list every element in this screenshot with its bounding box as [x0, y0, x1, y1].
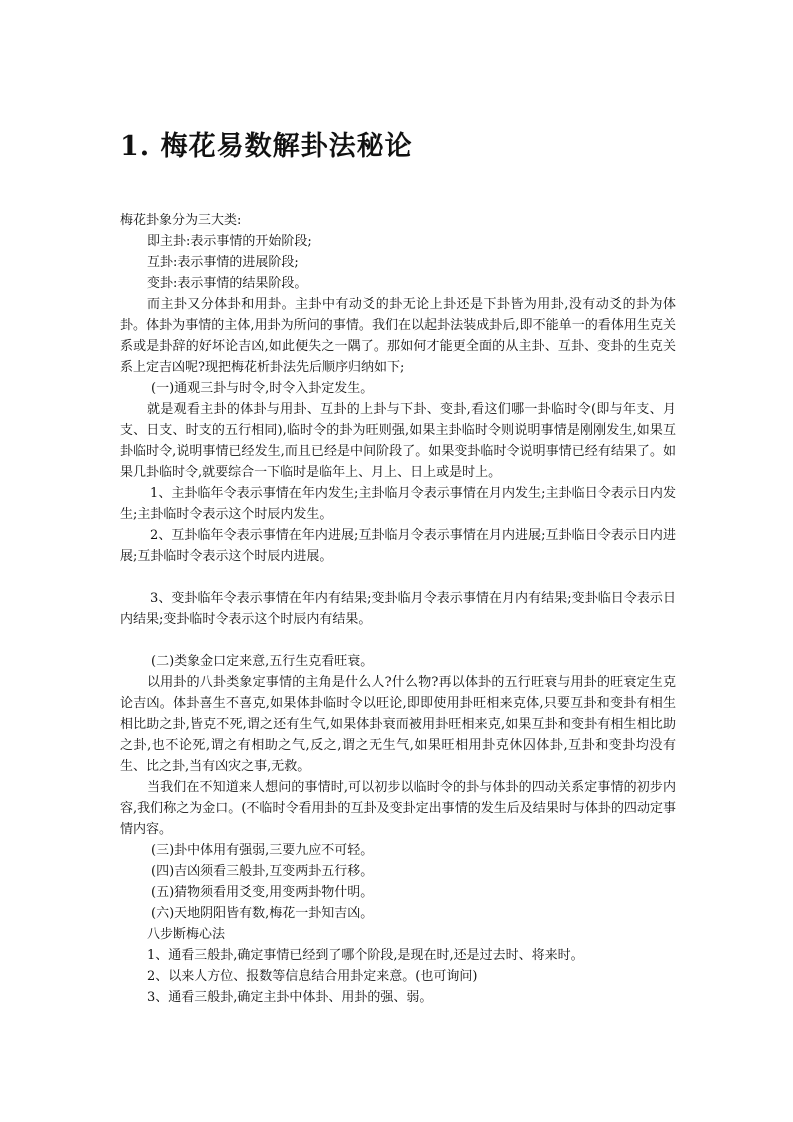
spacer	[120, 630, 676, 651]
section-heading: 1. 梅花易数解卦法秘论	[120, 131, 413, 162]
section-heading-4: (四)吉凶须看三般卦,互变两卦五行移。	[151, 864, 374, 879]
changed-hexagram-line: 变卦:表示事情的结果阶段。	[147, 276, 308, 291]
body-paragraph: 当我们在不知道来人想问的事情时,可以初步以临时令的卦与体卦的四动关系定事情的初步内容,我们称之为金口。(不临时令看用卦的互卦及变卦定出事情的发生后及结果时与体卦的四动定事情内容。	[120, 780, 676, 837]
spacer	[120, 567, 676, 588]
section-heading-5: (五)猜物须看用爻变,用变两卦物什明。	[151, 885, 374, 900]
main-hexagram-line: 即主卦:表示事情的开始阶段;	[147, 234, 312, 249]
subsection-title: 八步断梅心法	[147, 927, 226, 942]
intro-line: 梅花卦象分为三大类:	[120, 213, 242, 228]
section-heading-1: (一)通观三卦与时令,时令入卦定发生。	[151, 381, 374, 396]
numbered-item-2: 2、互卦临年令表示事情在年内进展;互卦临月令表示事情在月内进展;互卦临日令表示日内进展;互卦临时令表示这个时辰内进展。	[120, 528, 676, 564]
inner-hexagram-line: 互卦:表示事情的进展阶段;	[147, 255, 299, 270]
step-item-1: 1、通看三般卦,确定事情已经到了哪个阶段,是现在时,还是过去时、将来时。	[147, 948, 584, 963]
numbered-item-3: 3、变卦临年令表示事情在年内有结果;变卦临月令表示事情在月内有结果;变卦临日令表示日内结果;变卦临时令表示这个时辰内有结果。	[120, 591, 676, 627]
body-text	[120, 210, 676, 1008]
body-paragraph: 以用卦的八卦类象定事情的主角是什么人?什么物?再以体卦的五行旺衰与用卦的旺衰定生克论吉凶。体卦喜生不喜克,如果体卦临时令以旺论,即即使用卦旺相来克体,只要互卦和变卦有相生相比助之卦,皆克不死,谓之还有生气,如果体卦衰而被用卦旺相来克,如果互卦和变卦有相生相比助之卦,也不论死,谓之有相助之气,反之,谓之无生气,如果旺相用卦克休囚体卦,互卦和变卦均没有生、比之卦,当有凶灾之事,无救。	[120, 675, 676, 774]
step-item-3: 3、通看三般卦,确定主卦中体卦、用卦的强、弱。	[147, 990, 433, 1005]
step-item-2: 2、以来人方位、报数等信息结合用卦定来意。(也可询问)	[147, 969, 478, 984]
section-heading-6: (六)天地阴阳皆有数,梅花一卦知吉凶。	[151, 906, 374, 921]
body-paragraph: 而主卦又分体卦和用卦。主卦中有动爻的卦无论上卦还是下卦皆为用卦,没有动爻的卦为体卦。体卦为事情的主体,用卦为所问的事情。我们在以起卦法装成卦后,即不能单一的看体用生克关系或是卦辞的好坏论吉凶,如此便失之一隅了。那如何才能更全面的从主卦、互卦、变卦的生克关系上定吉凶呢?现把梅花析卦法先后顺序归纳如下;	[120, 297, 676, 375]
body-paragraph: 就是观看主卦的体卦与用卦、互卦的上卦与下卦、变卦,看这们哪一卦临时令(即与年支、月支、日支、时支的五行相同),临时令的卦为旺则强,如果主卦临时令则说明事情是刚刚发生,如果互卦临时令,说明事情已经发生,而且已经是中间阶段了。如果变卦临时令说明事情已经有结果了。如果几卦临时令,就要综合一下临时是临年上、月上、日上或是时上。	[120, 402, 676, 480]
section-heading-2: (二)类象金口定来意,五行生克看旺衰。	[151, 654, 374, 669]
section-heading-3: (三)卦中体用有强弱,三要九应不可轻。	[151, 843, 374, 858]
numbered-item-1: 1、主卦临年令表示事情在年内发生;主卦临月令表示事情在月内发生;主卦临日令表示日内发生;主卦临时令表示这个时辰内发生。	[120, 486, 676, 522]
